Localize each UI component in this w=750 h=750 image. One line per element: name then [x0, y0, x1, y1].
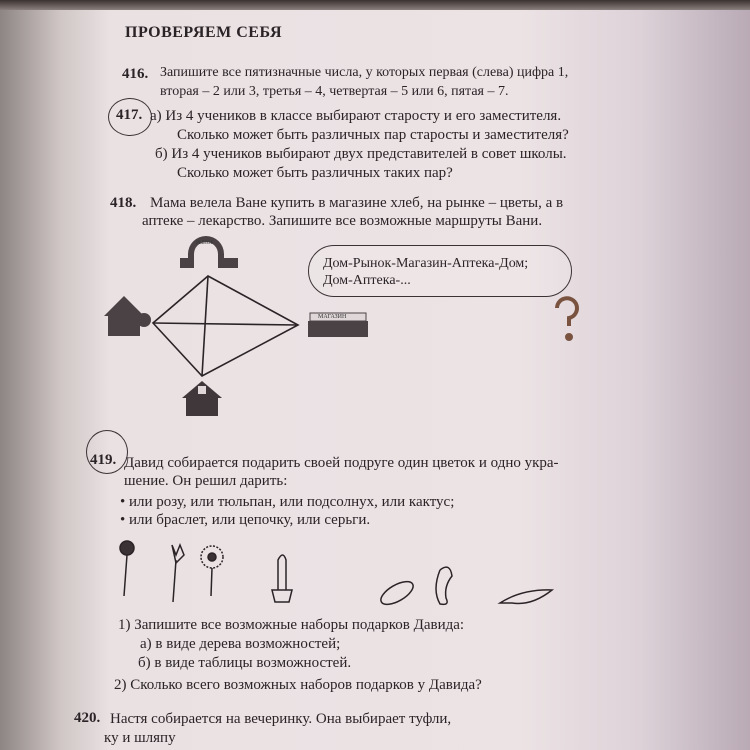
shop-sign: МАГАЗИН — [318, 314, 347, 320]
bracelet-icon — [377, 577, 416, 609]
problem-text: • или розу, или тюльпан, или подсолнух, или кактус; — [120, 494, 455, 510]
section-title: ПРОВЕРЯЕМ СЕБЯ — [125, 24, 283, 41]
problem-text: Мама велела Ване купить в магазине хлеб, на рынке – цветы, а в — [150, 195, 564, 211]
problem-text: шение. Он решил дарить: — [124, 473, 288, 489]
earrings-icon — [500, 590, 552, 604]
problem-text: вторая – 2 или 3, третья – 4, четвертая – 5 или 6, пятая – 7. — [160, 84, 509, 99]
problem-number: 420. — [74, 710, 101, 726]
problem-text: ку и шляпу — [104, 730, 176, 746]
task-text: б) в виде таблицы возможностей. — [138, 655, 352, 671]
rose-icon — [120, 541, 134, 596]
bubble-text: Дом-Рынок-Магазин-Аптека-Дом; — [323, 256, 529, 271]
problem-text: аптеке – лекарство. Запишите все возможные маршруты Вани. — [142, 213, 543, 229]
problem-number: 418. — [110, 195, 137, 211]
problem-text: а) Из 4 учеников в классе выбирают старосту и его заместителя. — [150, 108, 562, 124]
market-sign: РЫНОК — [196, 241, 214, 246]
problem-text: б) Из 4 учеников выбирают двух представителей в совет школы. — [155, 146, 567, 162]
problem-number: 419. — [90, 452, 117, 468]
problem-text: Сколько может быть различных пар старосты и заместителя? — [177, 127, 569, 143]
problem-text: Давид собирается подарить своей подруге один цветок и одно укра- — [124, 455, 559, 471]
problem-text: • или браслет, или цепочку, или серьги. — [120, 512, 371, 528]
task-text: а) в виде дерева возможностей; — [140, 636, 341, 652]
tulip-icon — [172, 545, 184, 602]
cactus-icon — [272, 555, 292, 602]
task-text: 2) Сколько всего возможных наборов подарков у Давида? — [114, 677, 482, 693]
problem-text: Сколько может быть различных таких пар? — [177, 165, 453, 181]
problem-number: 417. — [116, 107, 143, 123]
task-text: 1) Запишите все возможные наборы подарков Давида: — [118, 617, 465, 633]
chain-icon — [436, 567, 452, 604]
problem-text: Настя собирается на вечеринку. Она выбирает туфли, — [110, 711, 452, 727]
sunflower-icon — [201, 546, 223, 596]
problem-text: Запишите все пятизначные числа, у которых первая (слева) цифра 1, — [160, 65, 569, 80]
bubble-text: Дом-Аптека-... — [323, 273, 411, 288]
problem-number: 416. — [122, 66, 149, 82]
